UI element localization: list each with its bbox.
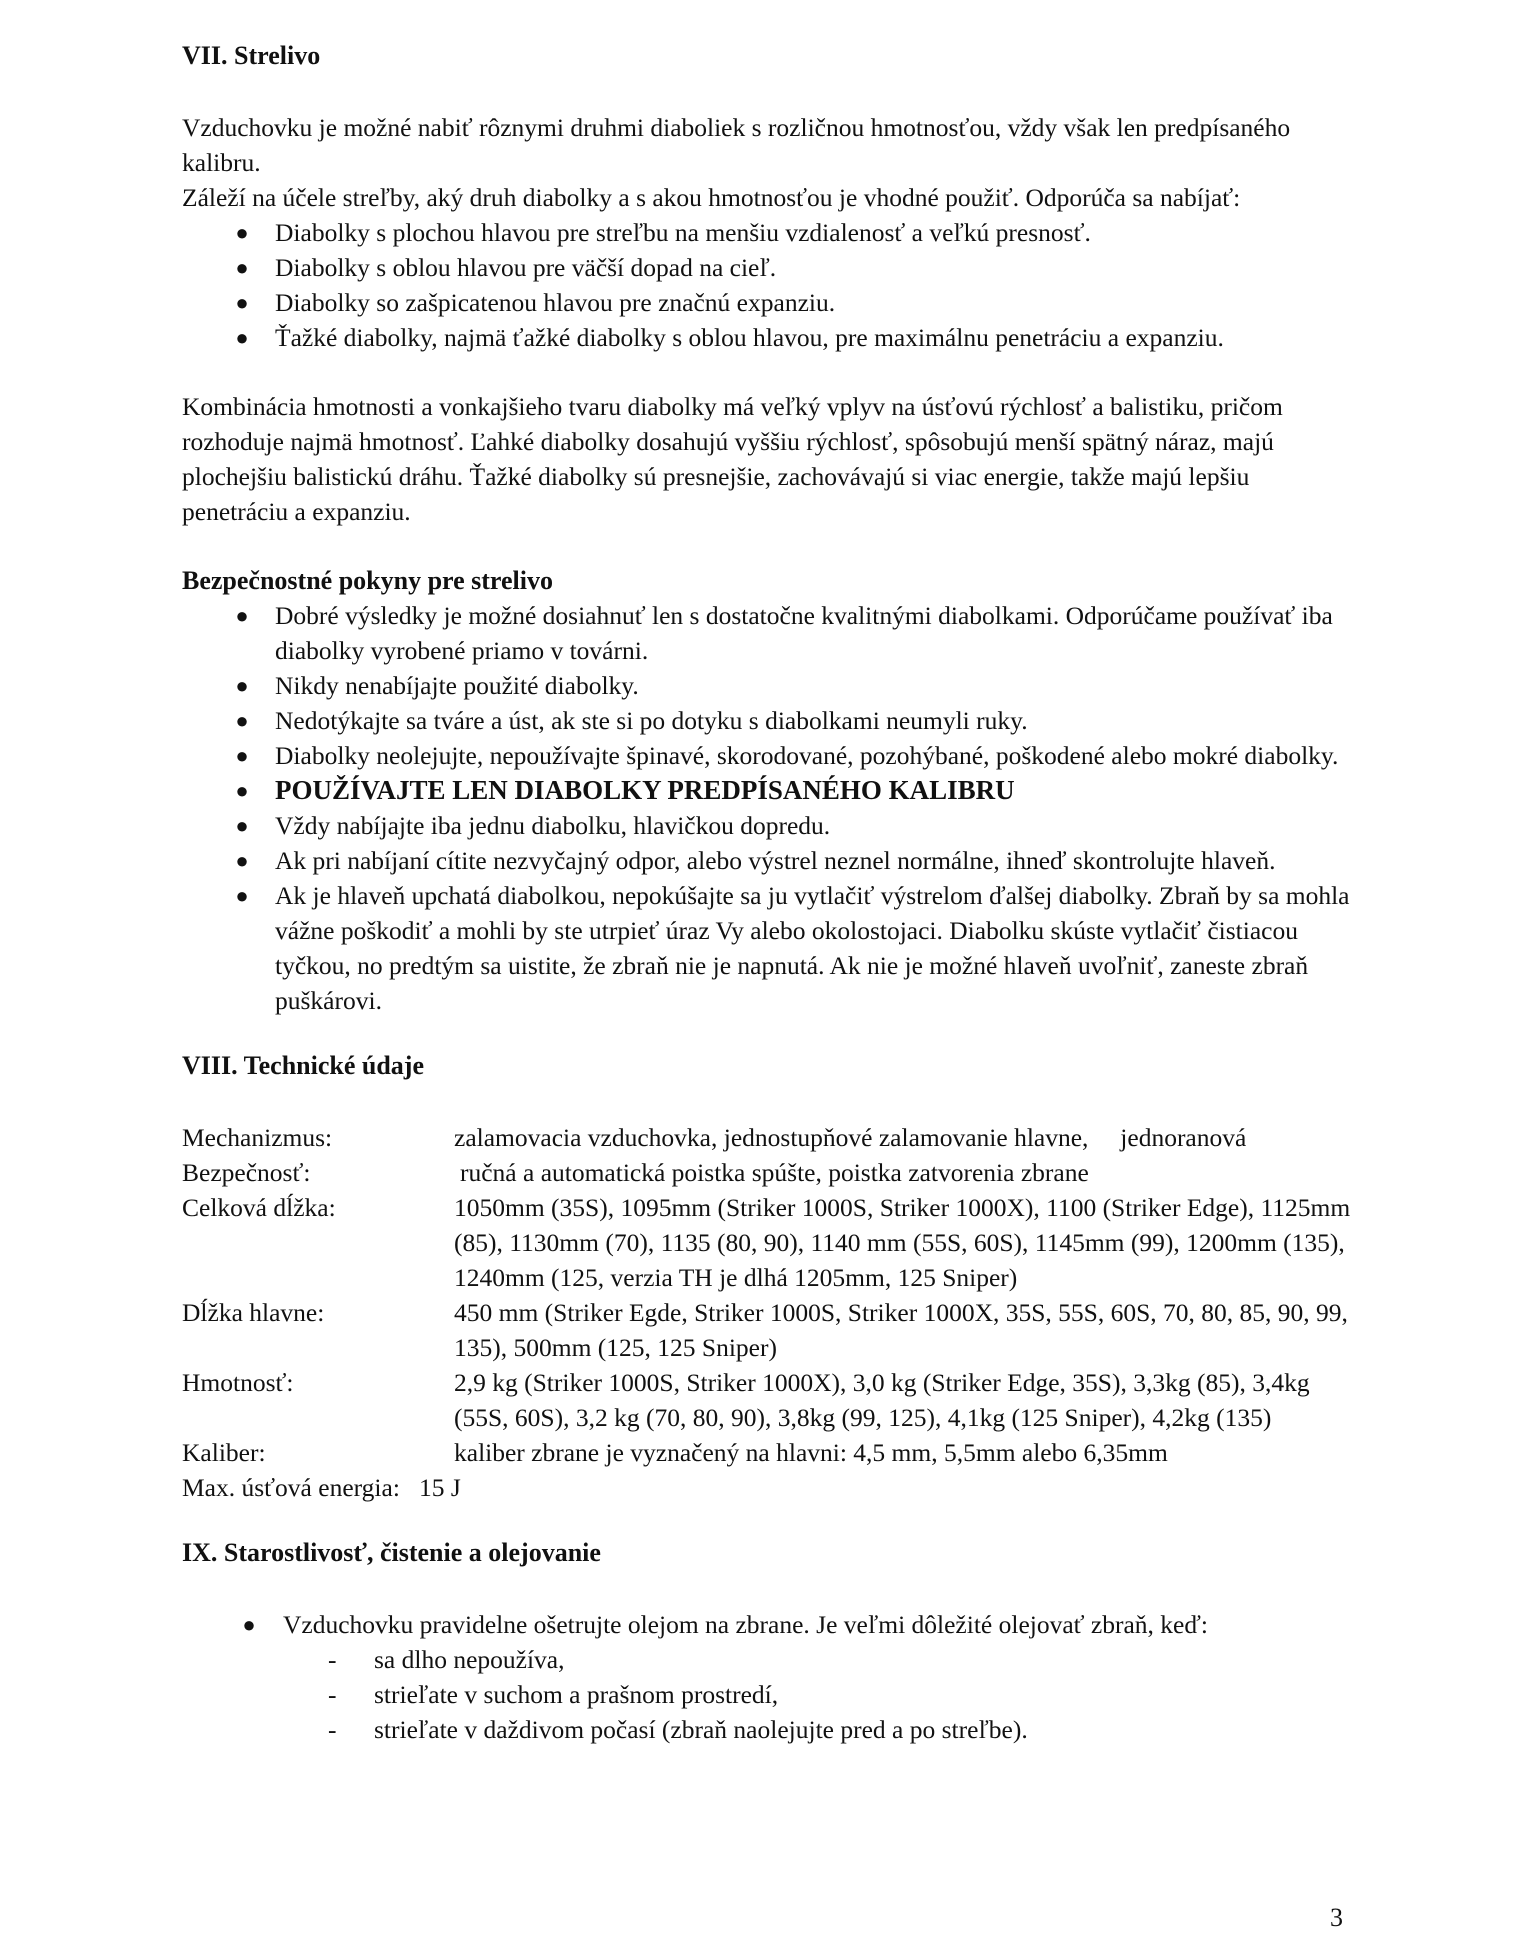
list-item: ● Diabolky s plochou hlavou pre streľbu na menšiu vzdialenosť a veľkú presnosť.	[182, 215, 1352, 250]
care-list	[182, 1607, 1352, 1642]
list-item: ● Diabolky so zašpicatenou hlavou pre značnú expanziu.	[182, 285, 1352, 320]
bullet-icon: ●	[235, 220, 249, 245]
dash-icon: -	[328, 1645, 337, 1674]
section-8-title: VIII. Technické údaje	[182, 1051, 424, 1080]
bullet-icon: ●	[235, 743, 249, 768]
list-item: ● Ťažké diabolky, najmä ťažké diabolky s oblou hlavou, pre maximálnu penetráciu a expanziu.	[182, 320, 1352, 355]
list-item: - strieľate v daždivom počasí (zbraň naolejujte pred a po streľbe).	[182, 1712, 1352, 1747]
list-item: ● Vždy nabíjajte iba jednu diabolku, hlavičkou dopredu.	[182, 808, 1352, 843]
bullet-icon: ●	[235, 778, 249, 803]
spec-value: ručná a automatická poistka spúšte, poistka zatvorenia zbrane	[460, 1158, 1089, 1187]
care-dash-list	[182, 1642, 1352, 1747]
section-7-paragraph-2: Záleží na účele streľby, aký druh diabolky a s akou hmotnosťou je vhodné použiť. Odporúča sa nabíjať:	[182, 183, 1241, 212]
spec-label: Kaliber:	[182, 1438, 266, 1467]
spec-value: kaliber zbrane je vyznačený na hlavni: 4,5 mm, 5,5mm alebo 6,35mm	[454, 1438, 1168, 1467]
section-7-title: VII. Strelivo	[182, 41, 321, 70]
document-page	[182, 36, 1352, 1747]
safety-list	[182, 598, 1352, 1018]
list-item: ● Nikdy nenabíjajte použité diabolky.	[182, 668, 1352, 703]
list-item: ● Diabolky neolejujte, nepoužívajte špinavé, skorodované, pozohýbané, poškodené alebo mokré diabolky.	[182, 738, 1352, 773]
bullet-icon: ●	[235, 883, 249, 908]
page-number: 3	[1330, 1903, 1343, 1932]
dash-icon: -	[328, 1715, 337, 1744]
spec-label: Celková dĺžka:	[182, 1193, 336, 1222]
spec-label: Mechanizmus:	[182, 1123, 333, 1152]
spec-value: 15 J	[419, 1473, 461, 1502]
bullet-icon: ●	[235, 673, 249, 698]
section-7-paragraph-3: Kombinácia hmotnosti a vonkajšieho tvaru diabolky má veľký vplyv na úsťovú rýchlosť a balistiku, pričom rozhoduje najmä hmotnosť. Ľahké diabolky dosahujú vyššiu rýchlosť, spôsobujú menší spätný náraz, majú plochejšiu balistickú dráhu. Ťažké diabolky sú presnejšie, zachovávajú si viac energie, takže majú lepšiu penetráciu a expanziu.	[182, 392, 1283, 526]
section-9-title: IX. Starostlivosť, čistenie a olejovanie	[182, 1538, 601, 1567]
energy-row	[182, 1470, 1352, 1505]
spec-value: 450 mm (Striker Egde, Striker 1000S, Striker 1000X, 35S, 55S, 60S, 70, 80, 85, 90, 99, 135), 500mm (125, 125 Sniper)	[454, 1298, 1348, 1362]
list-item: ● Diabolky s oblou hlavou pre väčší dopad na cieľ.	[182, 250, 1352, 285]
spec-label: Hmotnosť:	[182, 1368, 294, 1397]
ammo-type-list	[182, 215, 1352, 355]
dash-icon: -	[328, 1680, 337, 1709]
list-item: ● Nedotýkajte sa tváre a úst, ak ste si po dotyku s diabolkami neumyli ruky.	[182, 703, 1352, 738]
bullet-icon: ●	[235, 255, 249, 280]
bullet-icon: ●	[235, 813, 249, 838]
spec-label: Dĺžka hlavne:	[182, 1298, 325, 1327]
technical-specs	[182, 1120, 1352, 1470]
spec-label: Bezpečnosť:	[182, 1158, 311, 1187]
list-item: ● Vzduchovku pravidelne ošetrujte olejom na zbrane. Je veľmi dôležité olejovať zbraň, keď:	[182, 1607, 1352, 1642]
bullet-icon: ●	[235, 290, 249, 315]
spec-value: 1050mm (35S), 1095mm (Striker 1000S, Striker 1000X), 1100 (Striker Edge), 1125mm (85), 1130mm (70), 1135 (80, 90), 1140 mm (55S, 60S), 1145mm (99), 1200mm (135), 1240mm (125, verzia TH je dlhá 1205mm, 125 Sniper)	[454, 1193, 1351, 1292]
spec-value: zalamovacia vzduchovka, jednostupňové zalamovanie hlavne, jednoranová	[454, 1123, 1247, 1152]
bullet-icon: ●	[235, 708, 249, 733]
section-7-paragraph-1: Vzduchovku je možné nabiť rôznymi druhmi diaboliek s rozličnou hmotnosťou, vždy však len predpísaného kalibru.	[182, 113, 1291, 177]
spec-label: Max. úsťová energia:	[182, 1473, 400, 1502]
list-item: ● Ak je hlaveň upchatá diabolkou, nepokúšajte sa ju vytlačiť výstrelom ďalšej diabolky. Zbraň by sa mohla vážne poškodiť a mohli by ste utrpieť úraz Vy alebo okolostojaci. Diabolku skúste vytlačiť čistiacou tyčkou, no predtým sa uistite, že zbraň nie je napnutá. Ak nie je možné hlaveň uvoľniť, zaneste zbraň puškárovi.	[182, 878, 1352, 1018]
safety-title: Bezpečnostné pokyny pre strelivo	[182, 566, 553, 595]
list-item: ● POUŽÍVAJTE LEN DIABOLKY PREDPÍSANÉHO KALIBRU	[182, 773, 1352, 808]
list-item: - sa dlho nepoužíva,	[182, 1642, 1352, 1677]
list-item: ● Dobré výsledky je možné dosiahnuť len s dostatočne kvalitnými diabolkami. Odporúčame používať iba diabolky vyrobené priamo v továrni.	[182, 598, 1352, 668]
bullet-icon: ●	[235, 848, 249, 873]
bullet-icon: ●	[235, 603, 249, 628]
list-item: ● Ak pri nabíjaní cítite nezvyčajný odpor, alebo výstrel neznel normálne, ihneď skontrolujte hlaveň.	[182, 843, 1352, 878]
spec-value: 2,9 kg (Striker 1000S, Striker 1000X), 3,0 kg (Striker Edge, 35S), 3,3kg (85), 3,4kg (55S, 60S), 3,2 kg (70, 80, 90), 3,8kg (99, 125), 4,1kg (125 Sniper), 4,2kg (135)	[454, 1368, 1310, 1432]
bullet-icon: ●	[235, 325, 249, 350]
bullet-icon: ●	[242, 1612, 256, 1637]
list-item: - strieľate v suchom a prašnom prostredí,	[182, 1677, 1352, 1712]
